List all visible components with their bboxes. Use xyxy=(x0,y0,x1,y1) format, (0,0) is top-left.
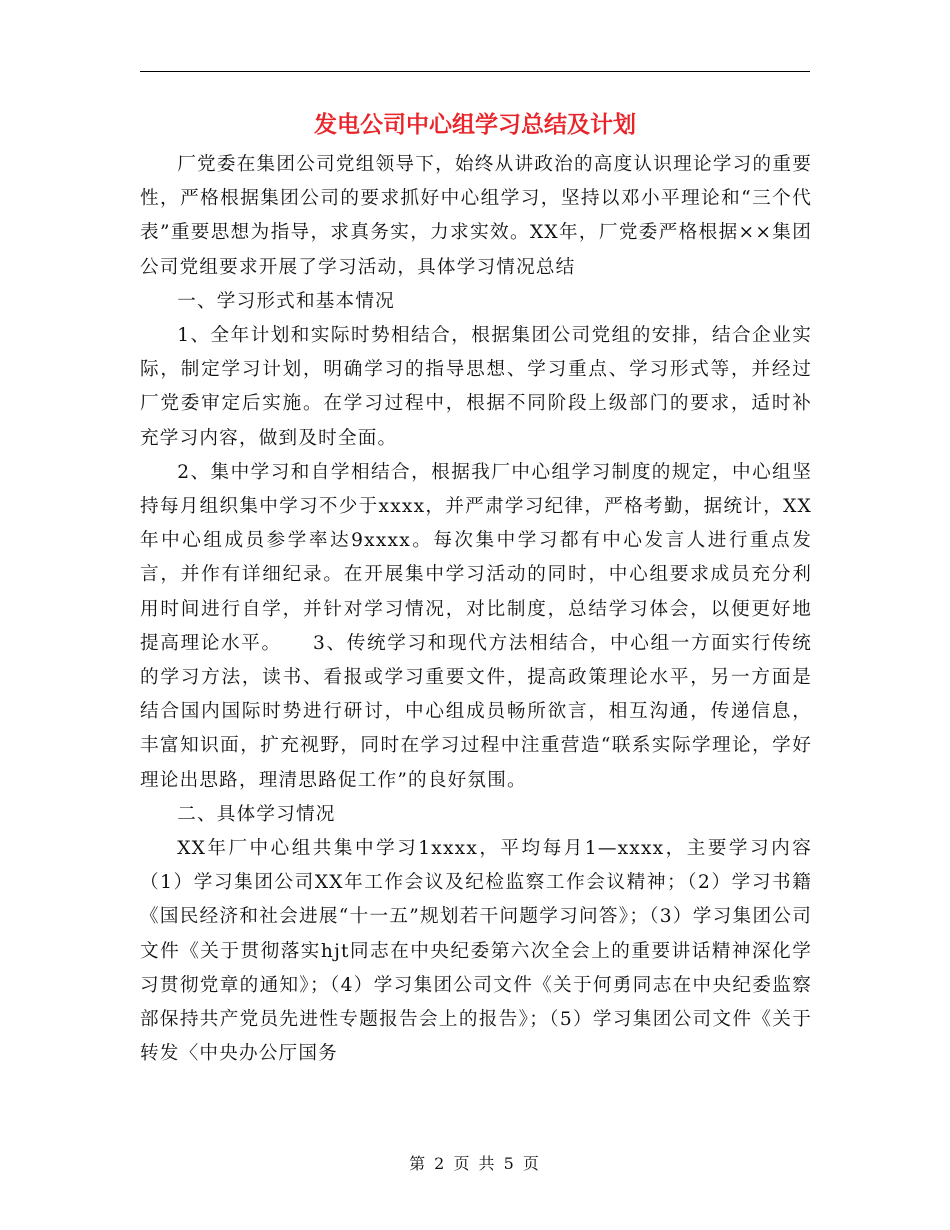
document-title: 发电公司中心组学习总结及计划 xyxy=(314,111,636,138)
page-number-footer: 第 2 页 共 5 页 xyxy=(409,1154,541,1173)
section-heading-1: 一、学习形式和基本情况 xyxy=(177,290,395,312)
header-rule xyxy=(140,71,810,72)
section-heading-2: 二、具体学习情况 xyxy=(177,803,336,825)
paragraph-study-details: XX年厂中心组共集中学习1xxxx，平均每月1—xxxx，主要学习内容（1）学习集团公司XX年工作会议及纪检监察工作会议精神；（2）学习书籍《国民经济和社会进展“十一五”规划若干问题学习问答》；（3）学习集团公司文件《关于贯彻落实hjt同志在中央纪委第六次全会上的重要讲话精神深化学习贯彻党章的通知》；（4）学习集团公司文件《关于何勇同志在中央纪委监察部保持共产党员先进性专题报告会上的报告》；（5）学习集团公司文件《关于转发〈中央办公厅国务 xyxy=(140,838,812,1065)
paragraph-item-1: 1、全年计划和实际时势相结合，根据集团公司党组的安排，结合企业实际，制定学习计划，明确学习的指导思想、学习重点、学习形式等，并经过厂党委审定后实施。在学习过程中，根据不同阶段上级部门的要求，适时补充学习内容，做到及时全面。 xyxy=(140,325,812,449)
document-body xyxy=(140,148,812,1071)
paragraph-intro: 厂党委在集团公司党组领导下，始终从讲政治的高度认识理论学习的重要性，严格根据集团公司的要求抓好中心组学习，坚持以邓小平理论和“三个代表”重要思想为指导，求真务实，力求实效。XX年，厂党委严格根据××集团公司党组要求开展了学习活动，具体学习情况总结 xyxy=(140,154,812,278)
paragraph-item-2: 2、集中学习和自学相结合，根据我厂中心组学习制度的规定，中心组坚持每月组织集中学习不少于xxxx，并严肃学习纪律，严格考勤，据统计，XX年中心组成员参学率达9xxxx。每次集中学习都有中心发言人进行重点发言，并作有详细纪录。在开展集中学习活动的同时，中心组要求成员充分利用时间进行自学，并针对学习情况，对比制度，总结学习体会，以便更好地提高理论水平。 3、传统学习和现代方法相结合，中心组一方面实行传统的学习方法，读书、看报或学习重要文件，提高政策理论水平，另一方面是结合国内国际时势进行研讨，中心组成员畅所欲言，相互沟通，传递信息，丰富知识面，扩充视野，同时在学习过程中注重营造“联系实际学理论，学好理论出思路，理清思路促工作”的良好氛围。 xyxy=(140,461,812,791)
